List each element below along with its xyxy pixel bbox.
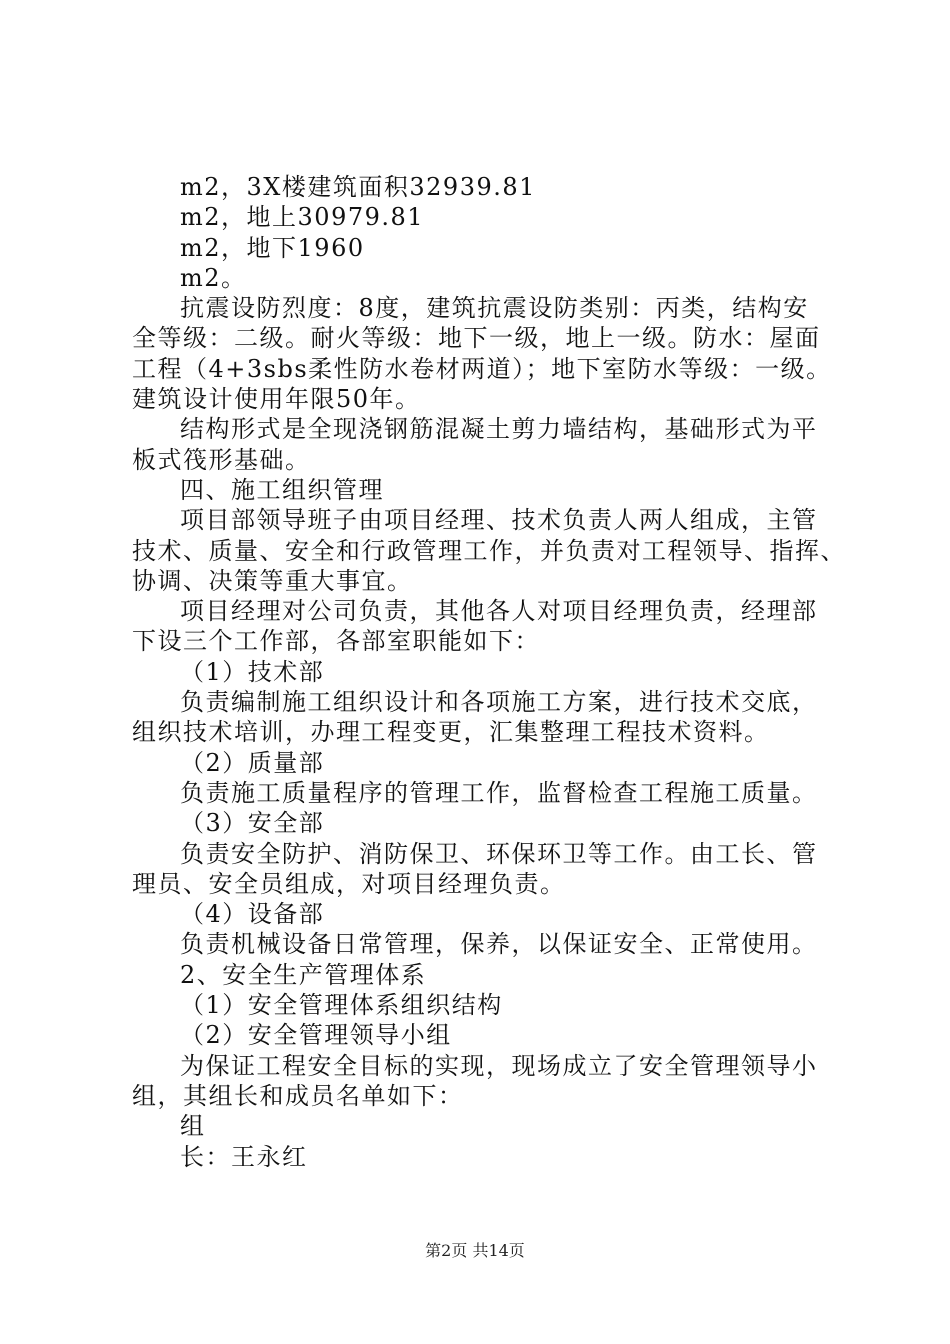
text-line: 技术、质量、安全和行政管理工作，并负责对工程领导、指挥、 — [132, 536, 846, 565]
text-line: m2。 — [180, 263, 247, 292]
text-line: 协调、决策等重大事宜。 — [132, 566, 413, 595]
text-line: 负责机械设备日常管理，保养，以保证安全、正常使用。 — [180, 930, 818, 959]
text-line: 2、安全生产管理体系 — [180, 960, 427, 989]
text-line: （1）安全管理体系组织结构 — [180, 991, 503, 1020]
text-line: 负责编制施工组织设计和各项施工方案，进行技术交底， — [180, 688, 818, 717]
text-line: （3）安全部 — [180, 809, 325, 838]
text-line: 负责施工质量程序的管理工作，监督检查工程施工质量。 — [180, 778, 818, 807]
text-line: （4）设备部 — [180, 900, 325, 929]
page-footer: 第2页 共14页 — [425, 1241, 525, 1260]
text-line: 工程（4+3sbs柔性防水卷材两道）；地下室防水等级：一级。 — [132, 354, 832, 383]
text-line: 组，其组长和成员名单如下： — [132, 1081, 464, 1110]
text-line: 长：王永红 — [180, 1142, 308, 1171]
text-line: 抗震设防烈度：8度，建筑抗震设防类别：丙类，结构安 — [180, 294, 809, 323]
text-line: 项目部领导班子由项目经理、技术负责人两人组成，主管 — [180, 506, 818, 535]
text-line: 板式筏形基础。 — [132, 445, 311, 474]
document-body — [132, 172, 846, 1172]
text-line: m2，地上30979.81 — [180, 203, 425, 232]
text-line: 全等级：二级。耐火等级：地下一级，地上一级。防水：屋面 — [132, 324, 821, 353]
text-line: 结构形式是全现浇钢筋混凝土剪力墙结构，基础形式为平 — [180, 415, 818, 444]
text-line: 为保证工程安全目标的实现，现场成立了安全管理领导小 — [180, 1051, 818, 1080]
text-line: m2，地下1960 — [180, 233, 365, 262]
text-line: 组 — [180, 1112, 206, 1141]
text-line: （2）质量部 — [180, 748, 325, 777]
text-line: 下设三个工作部，各部室职能如下： — [132, 627, 540, 656]
text-line: 项目经理对公司负责，其他各人对项目经理负责，经理部 — [180, 597, 818, 626]
text-line: 负责安全防护、消防保卫、环保环卫等工作。由工长、管 — [180, 839, 818, 868]
text-line: 四、施工组织管理 — [180, 475, 384, 504]
text-line: （1）技术部 — [180, 657, 325, 686]
text-line: （2）安全管理领导小组 — [180, 1021, 452, 1050]
text-line: 建筑设计使用年限50年。 — [132, 385, 421, 414]
text-line: 组织技术培训，办理工程变更，汇集整理工程技术资料。 — [132, 718, 770, 747]
text-line: 理员、安全员组成，对项目经理负责。 — [132, 869, 566, 898]
text-line: m2，3X楼建筑面积32939.81 — [180, 173, 536, 201]
